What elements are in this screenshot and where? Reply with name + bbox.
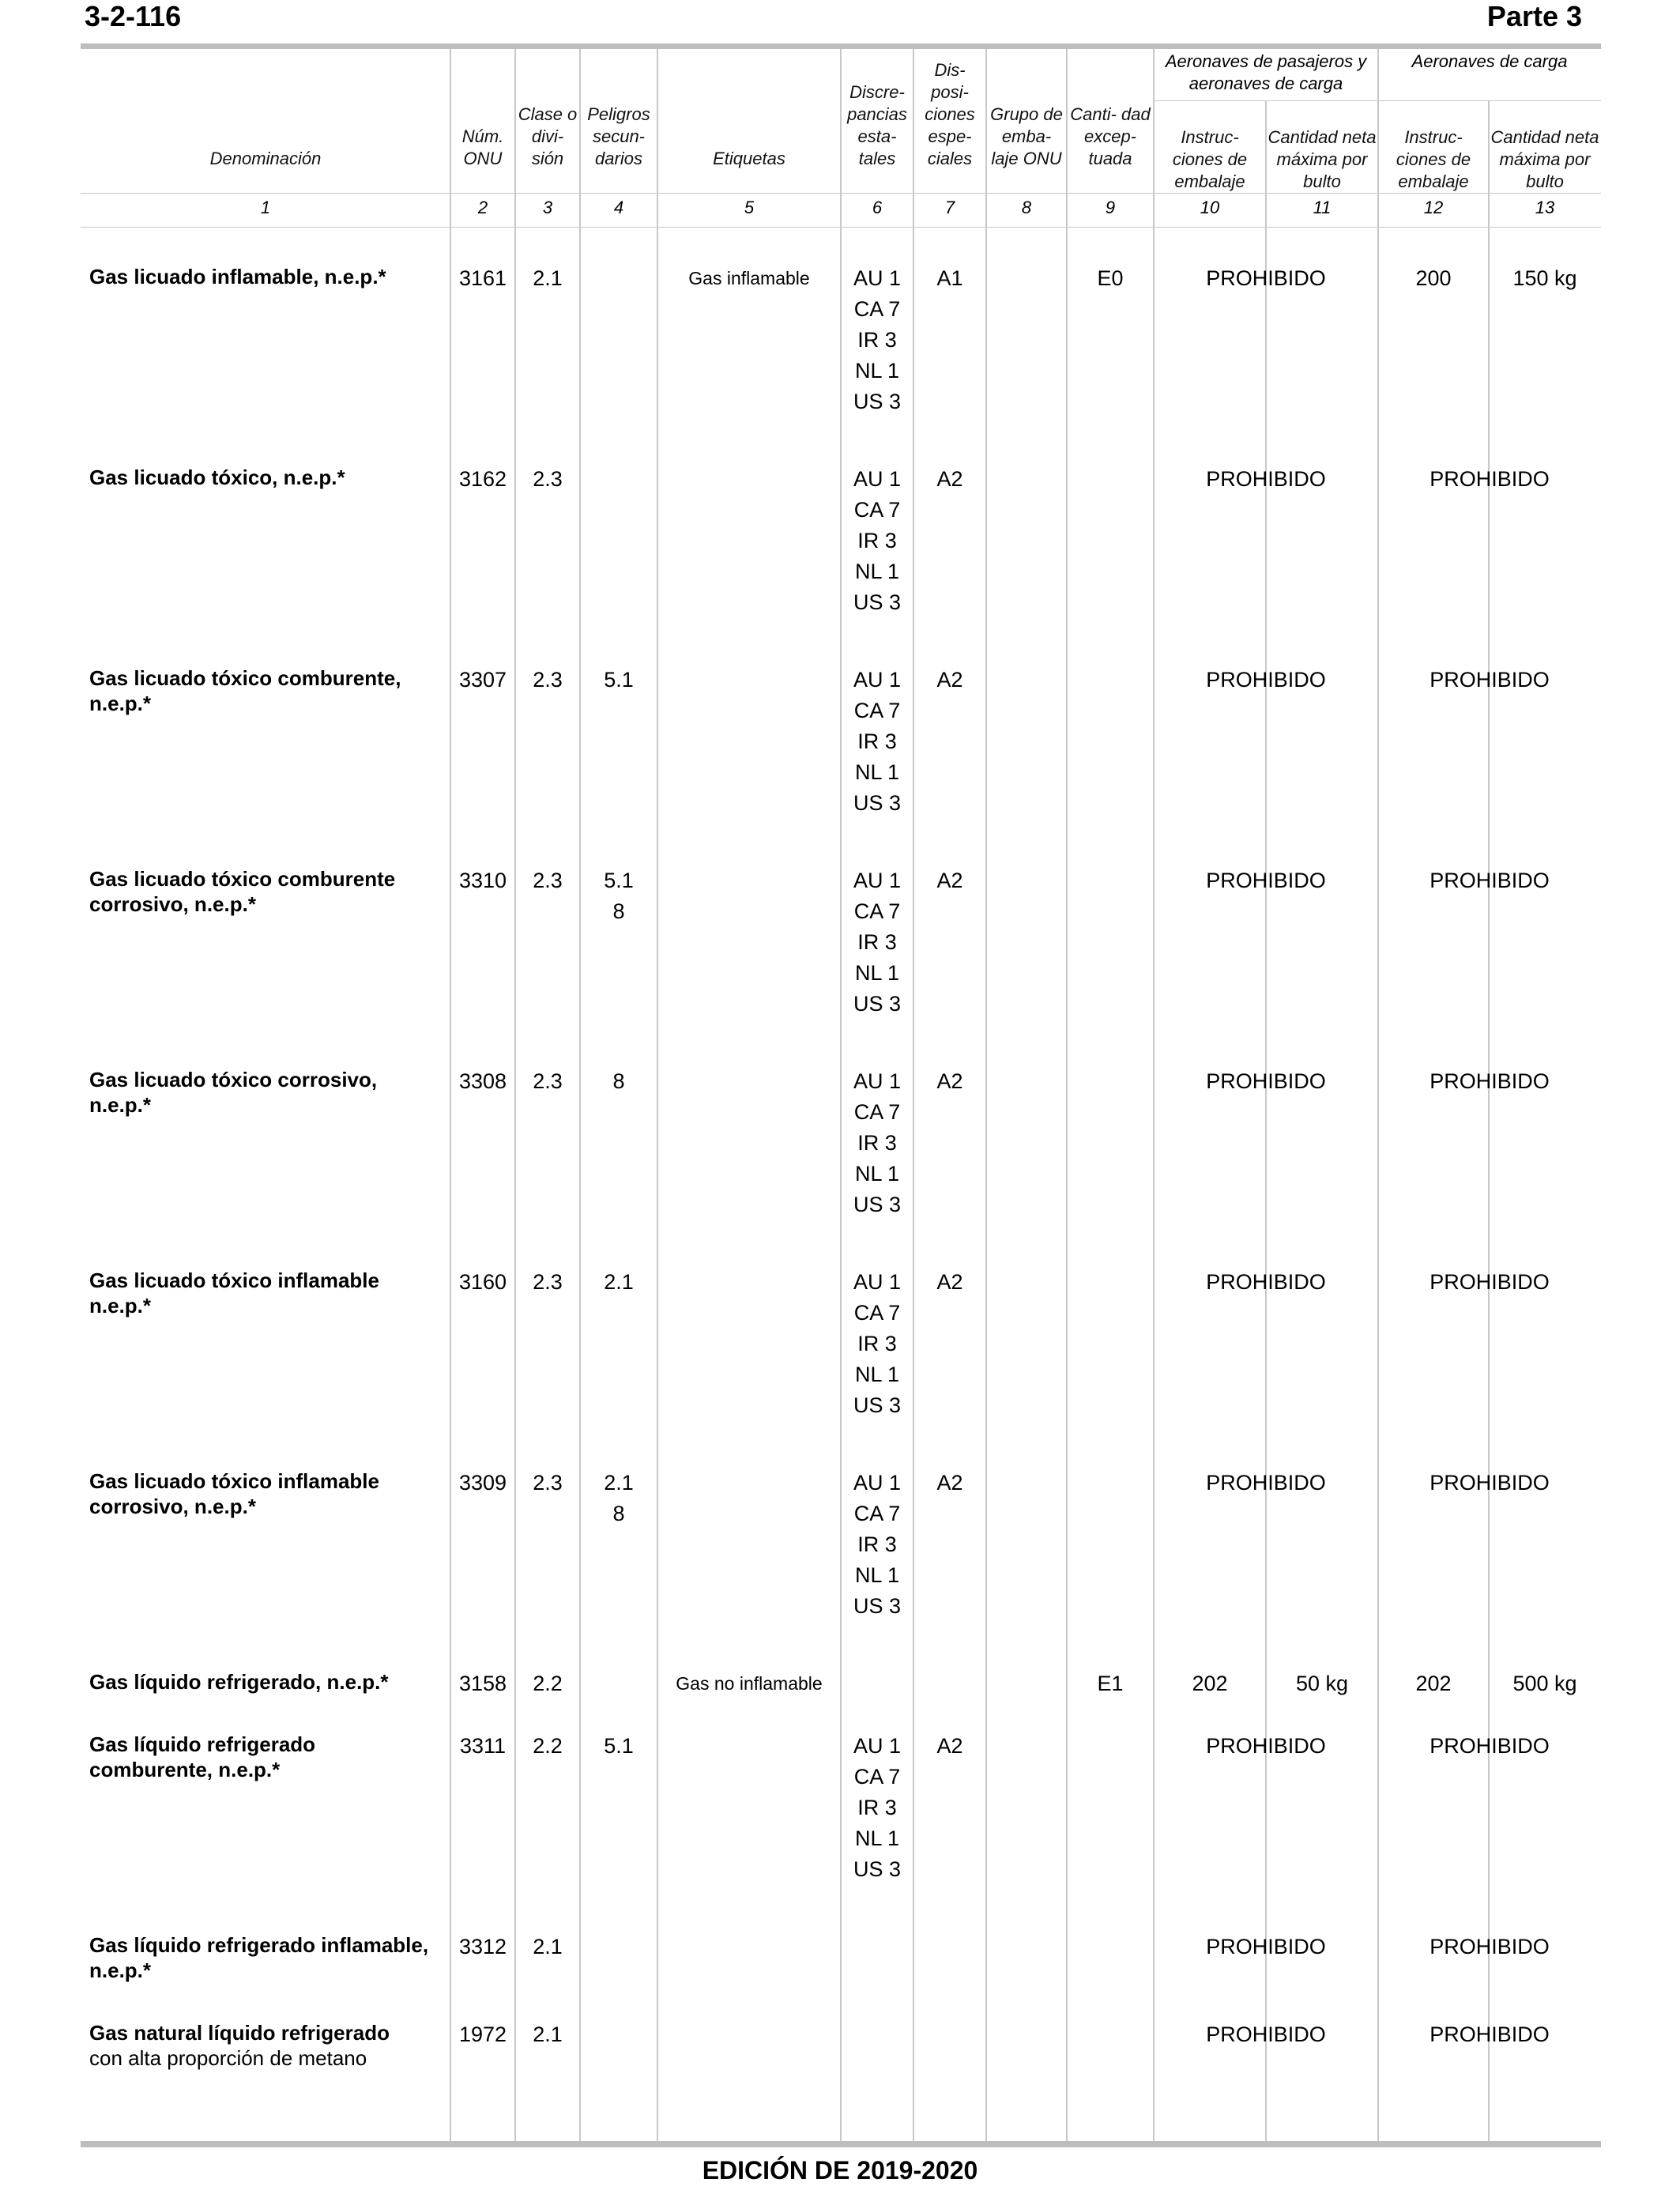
column-divider xyxy=(1066,49,1068,2141)
secondary-hazards: 2.1 xyxy=(604,1270,634,1294)
bottom-rule xyxy=(81,2141,1601,2147)
name-bold: Gas líquido refrigerado inflamable, n.e.p.* xyxy=(89,1933,429,1982)
passenger-prohibited: PROHIBIDO xyxy=(1206,1069,1326,1093)
passenger-packing-instruction: 202 xyxy=(1192,1672,1228,1695)
state-variations: AU 1 CA 7 IR 3 NL 1 US 3 xyxy=(853,1734,902,1881)
column-divider xyxy=(1265,100,1267,2141)
class-division: 2.1 xyxy=(533,1935,563,1958)
dangerous-good-name xyxy=(89,264,437,289)
passenger-prohibited: PROHIBIDO xyxy=(1206,467,1326,491)
name-bold: Gas licuado tóxico inflamable corrosivo, n.e.p.* xyxy=(89,1469,379,1518)
special-provisions: A1 xyxy=(936,266,963,290)
name-bold: Gas licuado tóxico comburente, n.e.p.* xyxy=(89,666,401,715)
header-discrepancias: Discre- pancias esta- tales xyxy=(847,82,907,168)
name-bold: Gas líquido refrigerado comburente, n.e.p.* xyxy=(89,1732,316,1781)
state-variations: AU 1 CA 7 IR 3 NL 1 US 3 xyxy=(853,1471,902,1618)
header-cant-pasajeros: Cantidad neta máxima por bulto xyxy=(1268,127,1377,191)
class-division: 2.3 xyxy=(533,1270,563,1294)
dangerous-good-name xyxy=(89,1067,437,1118)
name-bold: Gas licuado tóxico inflamable n.e.p.* xyxy=(89,1269,379,1318)
header-num-onu: Núm. ONU xyxy=(461,126,504,168)
secondary-hazards: 5.1 xyxy=(604,1734,634,1758)
passenger-max-net-quantity: 50 kg xyxy=(1295,1672,1349,1695)
column-number: 9 xyxy=(1105,198,1116,217)
name-bold: Gas licuado tóxico corrosivo, n.e.p.* xyxy=(89,1068,378,1117)
cargo-prohibited: PROHIBIDO xyxy=(1430,1935,1550,1958)
dangerous-good-name xyxy=(89,465,437,490)
column-number: 6 xyxy=(872,198,883,217)
un-number: 3310 xyxy=(458,869,507,892)
class-division: 2.3 xyxy=(533,668,563,692)
un-number: 3161 xyxy=(458,266,507,290)
dangerous-good-name xyxy=(89,1268,437,1318)
passenger-prohibited: PROHIBIDO xyxy=(1206,1270,1326,1294)
cargo-prohibited: PROHIBIDO xyxy=(1430,2022,1550,2046)
column-divider xyxy=(1488,100,1490,2141)
un-number: 3309 xyxy=(458,1471,507,1495)
special-provisions: A2 xyxy=(936,1471,963,1495)
state-variations: AU 1 CA 7 IR 3 NL 1 US 3 xyxy=(853,266,902,413)
un-number: 3308 xyxy=(458,1069,507,1093)
passenger-prohibited: PROHIBIDO xyxy=(1206,1734,1326,1758)
name-description: con alta proporción de metano xyxy=(89,2046,367,2070)
class-division: 2.3 xyxy=(533,467,563,491)
secondary-hazards: 8 xyxy=(612,1069,625,1093)
name-bold: Gas natural líquido refrigerado xyxy=(89,2021,390,2045)
secondary-hazards: 5.1 8 xyxy=(604,869,634,923)
class-division: 2.1 xyxy=(533,2022,563,2046)
state-variations: AU 1 CA 7 IR 3 NL 1 US 3 xyxy=(853,1069,902,1216)
secondary-hazards: 2.1 8 xyxy=(604,1471,634,1525)
excepted-quantity: E0 xyxy=(1097,266,1124,290)
special-provisions: A2 xyxy=(936,668,963,692)
cargo-prohibited: PROHIBIDO xyxy=(1430,1270,1550,1294)
cargo-max-net-quantity: 500 kg xyxy=(1512,1672,1577,1695)
special-provisions: A2 xyxy=(936,1734,963,1758)
class-division: 2.2 xyxy=(533,1734,563,1758)
dangerous-good-name xyxy=(89,2020,437,2071)
edition-footer: EDICIÓN DE 2019-2020 xyxy=(702,2156,978,2185)
special-provisions: A2 xyxy=(936,1069,963,1093)
column-number: 3 xyxy=(542,198,553,217)
un-number: 1972 xyxy=(458,2022,507,2046)
secondary-hazards: 5.1 xyxy=(604,668,634,692)
page-number: 3-2-116 xyxy=(85,0,182,32)
column-number: 12 xyxy=(1423,198,1444,217)
cargo-prohibited: PROHIBIDO xyxy=(1430,467,1550,491)
header-denominacion: Denominación xyxy=(209,149,322,168)
cargo-prohibited: PROHIBIDO xyxy=(1430,668,1550,692)
part-label: Parte 3 xyxy=(1486,0,1582,32)
name-bold: Gas licuado inflamable, n.e.p.* xyxy=(89,265,386,288)
state-variations: AU 1 CA 7 IR 3 NL 1 US 3 xyxy=(853,467,902,614)
special-provisions: A2 xyxy=(936,1270,963,1294)
excepted-quantity: E1 xyxy=(1097,1672,1124,1695)
un-number: 3160 xyxy=(458,1270,507,1294)
dangerous-good-name xyxy=(89,665,437,716)
header-disposiciones: Dis- posi- ciones espe- ciales xyxy=(925,60,975,168)
header-cantidad: Canti- dad excep- tuada xyxy=(1070,104,1151,168)
cargo-prohibited: PROHIBIDO xyxy=(1430,1734,1550,1758)
passenger-prohibited: PROHIBIDO xyxy=(1206,869,1326,892)
cargo-prohibited: PROHIBIDO xyxy=(1430,869,1550,892)
top-rule xyxy=(81,43,1601,49)
column-number: 7 xyxy=(944,198,955,217)
labels: Gas no inflamable xyxy=(676,1673,823,1694)
passenger-prohibited: PROHIBIDO xyxy=(1206,668,1326,692)
dangerous-good-name xyxy=(89,1468,437,1519)
un-number: 3312 xyxy=(458,1935,507,1958)
passenger-prohibited: PROHIBIDO xyxy=(1206,2022,1326,2046)
header-clase: Clase o divi- sión xyxy=(518,104,578,168)
header-cant-carga: Cantidad neta máxima por bulto xyxy=(1490,127,1599,191)
dangerous-good-name xyxy=(89,1669,437,1695)
dangerous-good-name xyxy=(89,1932,437,1983)
class-division: 2.2 xyxy=(533,1672,563,1695)
header-peligros: Peligros secun- darios xyxy=(587,104,650,168)
class-division: 2.1 xyxy=(533,266,563,290)
column-number: 1 xyxy=(260,198,271,217)
column-number: 2 xyxy=(477,198,488,217)
passenger-prohibited: PROHIBIDO xyxy=(1206,266,1326,290)
name-bold: Gas licuado tóxico comburente corrosivo, n.e.p.* xyxy=(89,867,396,916)
un-number: 3307 xyxy=(458,668,507,692)
column-number: 8 xyxy=(1021,198,1032,217)
cargo-prohibited: PROHIBIDO xyxy=(1430,1471,1550,1495)
column-number: 5 xyxy=(744,198,755,217)
state-variations: AU 1 CA 7 IR 3 NL 1 US 3 xyxy=(853,668,902,815)
column-number: 4 xyxy=(613,198,624,217)
labels: Gas inflamable xyxy=(688,268,810,288)
dangerous-good-name xyxy=(89,866,437,917)
header-group-pasajeros: Aeronaves de pasajeros y aeronaves de carga xyxy=(1165,51,1367,93)
cargo-packing-instruction: 202 xyxy=(1415,1672,1452,1695)
class-division: 2.3 xyxy=(533,869,563,892)
column-number: 11 xyxy=(1313,198,1332,217)
special-provisions: A2 xyxy=(936,467,963,491)
state-variations: AU 1 CA 7 IR 3 NL 1 US 3 xyxy=(853,869,902,1016)
header-instr-pasajeros: Instruc- ciones de embalaje xyxy=(1172,127,1248,191)
header-grupo: Grupo de emba- laje ONU xyxy=(990,104,1063,168)
class-division: 2.3 xyxy=(533,1471,563,1495)
class-division: 2.3 xyxy=(533,1069,563,1093)
cargo-max-net-quantity: 150 kg xyxy=(1512,266,1577,290)
cargo-prohibited: PROHIBIDO xyxy=(1430,1069,1550,1093)
name-bold: Gas licuado tóxico, n.e.p.* xyxy=(89,466,345,489)
un-number: 3162 xyxy=(458,467,507,491)
column-number: 13 xyxy=(1535,198,1555,217)
passenger-prohibited: PROHIBIDO xyxy=(1206,1935,1326,1958)
un-number: 3311 xyxy=(459,1734,507,1758)
special-provisions: A2 xyxy=(936,869,963,892)
header-group-carga: Aeronaves de carga xyxy=(1411,51,1568,71)
name-bold: Gas líquido refrigerado, n.e.p.* xyxy=(89,1670,389,1694)
cargo-packing-instruction: 200 xyxy=(1415,266,1452,290)
header-etiquetas: Etiquetas xyxy=(713,149,785,168)
passenger-prohibited: PROHIBIDO xyxy=(1206,1471,1326,1495)
header-instr-carga: Instruc- ciones de embalaje xyxy=(1396,127,1471,191)
column-number: 10 xyxy=(1200,198,1220,217)
un-number: 3158 xyxy=(458,1672,507,1695)
dangerous-good-name xyxy=(89,1732,437,1782)
state-variations: AU 1 CA 7 IR 3 NL 1 US 3 xyxy=(853,1270,902,1417)
